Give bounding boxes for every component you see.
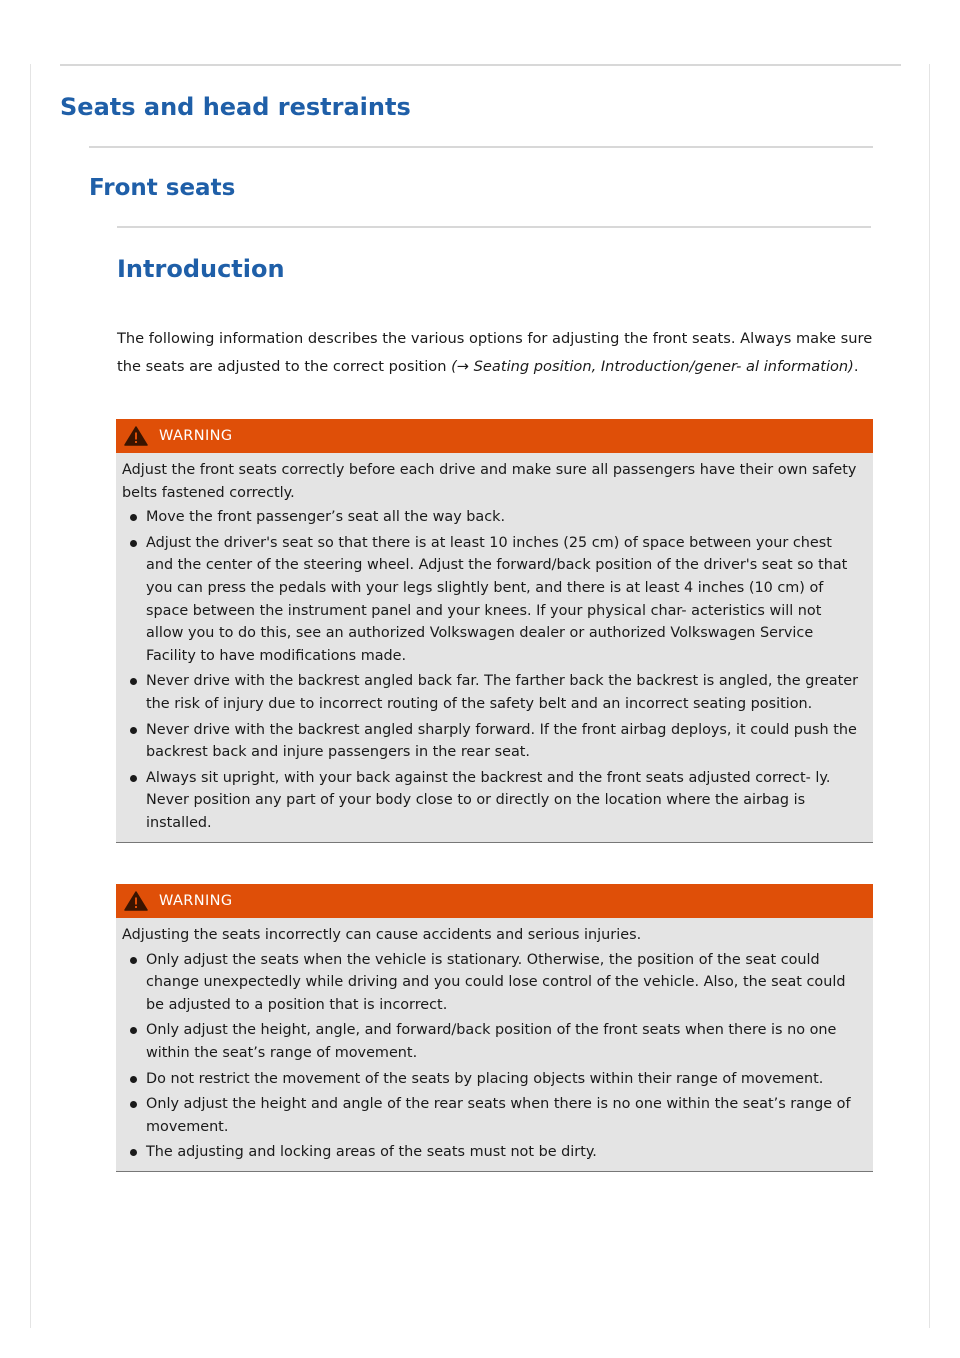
warning-label: WARNING	[159, 893, 233, 909]
warning-item: Only adjust the height and angle of the rear seats when there is no one within the seat’s range of movement.	[122, 1093, 861, 1138]
cross-reference-link[interactable]: (→ Seating position, Introduction/gener- al information)	[451, 357, 854, 375]
warning-header	[116, 419, 873, 453]
warning-item: Always sit upright, with your back against the backrest and the front seats adjusted correct- ly. Never position any part of your body close to or directly on the location where the airbag is installed.	[122, 767, 861, 835]
warning-label: WARNING	[159, 428, 233, 444]
warning-body	[116, 453, 873, 842]
warning-triangle-icon	[124, 891, 148, 911]
warning-box-1	[116, 419, 873, 843]
top-rule	[60, 64, 901, 66]
warning-item: Never drive with the backrest angled sharply forward. If the front airbag deploys, it could push the backrest back and injure passengers in the rear seat.	[122, 719, 861, 764]
warning-item: Only adjust the seats when the vehicle is stationary. Otherwise, the position of the seat could change unexpectedly while driving and you could lose control of the vehicle. Also, the seat could be adjusted to a position that is incorrect.	[122, 949, 861, 1017]
warning-item: Move the front passenger’s seat all the way back.	[122, 506, 861, 529]
warning-intro: Adjust the front seats correctly before each drive and make sure all passengers have their own safety belts fastened correctly.	[122, 462, 857, 501]
warning-triangle-icon	[124, 426, 148, 446]
warning-box-2	[116, 884, 873, 1172]
intro-end: .	[853, 357, 859, 375]
intro-text: The following information describes the various options for adjusting the front seats. Always make sure the seats are adjusted to the correct position	[117, 330, 873, 375]
warning-body	[116, 918, 873, 1171]
warning-item: Do not restrict the movement of the seats by placing objects within their range of movement.	[122, 1068, 861, 1091]
section-rule	[89, 146, 873, 148]
warning-item: Never drive with the backrest angled back far. The farther back the backrest is angled, the greater the risk of injury due to incorrect routing of the safety belt and an incorrect seating position.	[122, 670, 861, 715]
warning-intro: Adjusting the seats incorrectly can cause accidents and serious injuries.	[122, 927, 642, 943]
warning-list	[122, 506, 861, 834]
warning-item: Adjust the driver's seat so that there is at least 10 inches (25 cm) of space between your chest and the center of the steering wheel. Adjust the forward/back position of the driver's seat so that you can press the pedals with your legs slightly bent, and there is at least 4 inches (10 cm) of space between the instrument panel and your knees. If your physical char- acteristics will not allow you to do this, see an authorized Volkswagen dealer or authorized Volkswagen Service Facility to have modifications made.	[122, 532, 861, 668]
warning-item: The adjusting and locking areas of the seats must not be dirty.	[122, 1141, 861, 1164]
intro-paragraph	[117, 325, 877, 380]
section-title: Front seats	[89, 175, 236, 201]
chapter-title: Seats and head restraints	[60, 93, 411, 121]
right-margin-line	[929, 64, 930, 1328]
warning-list	[122, 949, 861, 1164]
warning-item: Only adjust the height, angle, and forward/back position of the front seats when there is no one within the seat’s range of movement.	[122, 1019, 861, 1064]
subsection-rule	[117, 226, 871, 228]
subsection-title: Introduction	[117, 255, 285, 283]
warning-header	[116, 884, 873, 918]
left-margin-line	[30, 64, 31, 1328]
